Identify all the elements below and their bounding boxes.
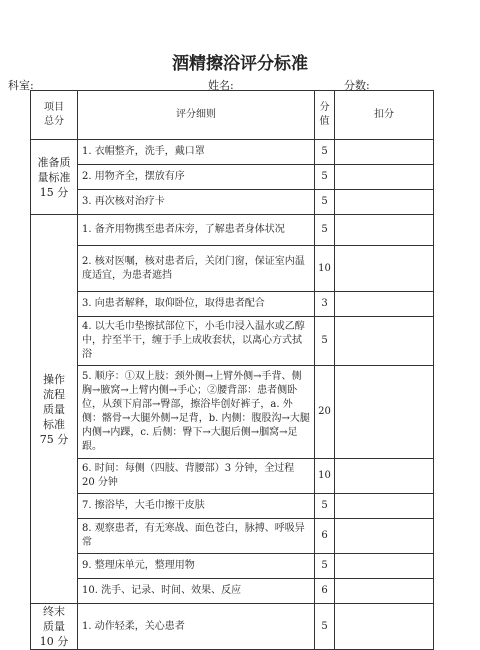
deduction-cell[interactable] [335,579,434,604]
points-cell: 5 [315,140,335,165]
points-cell: 6 [315,519,335,554]
table-row [31,554,434,579]
points-cell: 5 [315,190,335,215]
points-cell: 10 [315,459,335,494]
deduction-cell[interactable] [335,519,434,554]
table-row [31,215,434,246]
points-cell: 5 [315,604,335,650]
deduction-cell[interactable] [335,215,434,246]
criterion-cell: 1. 动作轻柔，关心患者 [78,604,315,650]
header-deduction: 扣分 [335,91,434,140]
criterion-cell: 3. 向患者解释，取仰卧位，取得患者配合 [78,292,315,317]
form-meta-row [8,77,472,91]
deduction-cell[interactable] [335,604,434,650]
dept-label: 科室: [8,79,34,92]
table-row [31,366,434,459]
criterion-cell: 2. 用物齐全，摆放有序 [78,165,315,190]
points-cell: 5 [315,165,335,190]
category-cell: 操作 流程 质量 标准 75 分 [31,215,78,604]
table-row [31,579,434,604]
points-cell: 3 [315,292,335,317]
points-cell: 10 [315,246,335,292]
table-header-row [31,91,434,140]
deduction-cell[interactable] [335,165,434,190]
criterion-cell: 6. 时间：每侧（四肢、背腰部）3 分钟，全过程 20 分钟 [78,459,315,494]
points-cell: 5 [315,494,335,519]
table-row [31,494,434,519]
criterion-cell: 7. 擦浴毕，大毛巾擦干皮肤 [78,494,315,519]
category-cell: 终末 质量 10 分 [31,604,78,650]
points-cell: 5 [315,554,335,579]
deduction-cell[interactable] [335,140,434,165]
score-label: 分数: [344,79,370,92]
points-cell: 5 [315,215,335,246]
criterion-cell: 1. 备齐用物携至患者床旁，了解患者身体状况 [78,215,315,246]
table-row [31,459,434,494]
criterion-cell: 1. 衣帽整齐，洗手，戴口罩 [78,140,315,165]
table-row [31,165,434,190]
deduction-cell[interactable] [335,190,434,215]
deduction-cell[interactable] [335,246,434,292]
deduction-cell[interactable] [335,366,434,459]
criterion-cell: 9. 整理床单元，整理用物 [78,554,315,579]
deduction-cell[interactable] [335,292,434,317]
table-row [31,140,434,165]
criterion-cell: 10. 洗手、记录、时间、效果、反应 [78,579,315,604]
page-title: 酒精擦浴评分标准 [172,54,308,74]
points-cell: 5 [315,317,335,366]
table-row [31,292,434,317]
criterion-cell: 4. 以大毛巾垫擦拭部位下，小毛巾浸入温水或乙醇中，拧至半干，缠于手上成收套状，以离心方式拭浴 [78,317,315,366]
table-row [31,317,434,366]
scoring-table [30,90,434,650]
header-points: 分 值 [315,91,335,140]
deduction-cell[interactable] [335,317,434,366]
deduction-cell[interactable] [335,494,434,519]
name-label: 姓名: [208,79,234,92]
criterion-cell: 5. 顺序：①双上肢：颈外侧→上臂外侧→手背、侧胸→腋窝→上臂内侧→手心；②腰背部：患者侧卧位，从颈下肩部→臀部，擦浴毕创好裤子，a. 外侧：髂骨→大腿外侧→足背，b. 内侧：腹股沟→大腿内侧→内踝，c. 后侧：臀下→大腿后侧→腘窝→足跟。 [78,366,315,459]
table-row [31,246,434,292]
criterion-cell: 8. 观察患者，有无寒战、面色苍白，脉搏、呼吸异常 [78,519,315,554]
header-project: 项目 总分 [31,91,78,140]
header-detail: 评分细则 [78,91,315,140]
category-cell: 准备质 量标准 15 分 [31,140,78,215]
table-body [31,140,434,650]
table-row [31,519,434,554]
points-cell: 6 [315,579,335,604]
criterion-cell: 2. 核对医嘱，核对患者后，关闭门窗，保证室内温度适宜，为患者遮挡 [78,246,315,292]
table-row [31,604,434,650]
deduction-cell[interactable] [335,554,434,579]
points-cell: 20 [315,366,335,459]
deduction-cell[interactable] [335,459,434,494]
criterion-cell: 3. 再次核对治疗卡 [78,190,315,215]
table-row [31,190,434,215]
